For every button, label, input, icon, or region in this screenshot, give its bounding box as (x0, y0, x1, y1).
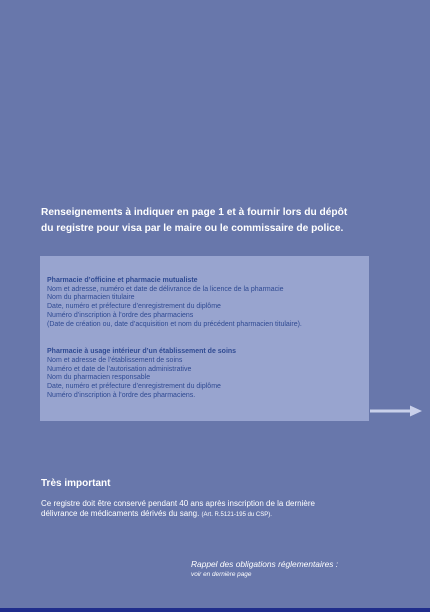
section-title: Pharmacie à usage intérieur d’un établissement de soins (47, 348, 237, 356)
bottom-divider (0, 608, 430, 612)
intro-line-1: Renseignements à indiquer en page 1 et à fournir lors du dépôt (41, 207, 348, 218)
section-officine (47, 277, 362, 329)
section-line: Date, numéro et préfecture d’enregistrement du diplôme (47, 303, 221, 311)
section-title: Pharmacie d’officine et pharmacie mutualiste (47, 277, 198, 284)
article-reference: (Art. R.5121-195 du CSP). (201, 512, 272, 518)
important-line-1: Ce registre doit être conservé pendant 40 ans après inscription de la dernière (41, 499, 315, 508)
arrow-right-icon (370, 405, 422, 417)
section-line: Nom et adresse de l’établissement de soins (47, 356, 183, 364)
section-line: (Date de création ou, date d’acquisition et nom du précédent pharmacien titulaire). (47, 320, 302, 328)
rappel-note (191, 558, 338, 580)
section-line: Numéro et date de l’autorisation administrative (47, 365, 192, 373)
section-line: Numéro d’inscription à l’ordre des pharmaciens. (47, 391, 196, 399)
important-line-2 (41, 509, 371, 520)
info-box (40, 256, 369, 421)
important-title: Très important (41, 478, 111, 489)
intro-heading (41, 205, 371, 237)
important-line-2-text: délivrance de médicaments dérivés du sang. (41, 509, 200, 518)
rappel-subtitle: voir en dernière page (191, 571, 252, 578)
important-section (41, 477, 371, 520)
section-line: Date, numéro et préfecture d’enregistrement du diplôme (47, 383, 221, 391)
section-line: Numéro d’inscription à l’ordre des pharmaciens (47, 311, 194, 319)
section-usage-interieur (47, 348, 362, 400)
section-line: Nom et adresse, numéro et date de délivrance de la licence de la pharmacie (47, 285, 284, 293)
rappel-title: Rappel des obligations réglementaires : (191, 559, 339, 569)
intro-line-2: du registre pour visa par le maire ou le commissaire de police. (41, 223, 344, 234)
important-text (41, 499, 371, 520)
section-line: Nom du pharmacien titulaire (47, 294, 135, 302)
section-line: Nom du pharmacien responsable (47, 374, 151, 382)
